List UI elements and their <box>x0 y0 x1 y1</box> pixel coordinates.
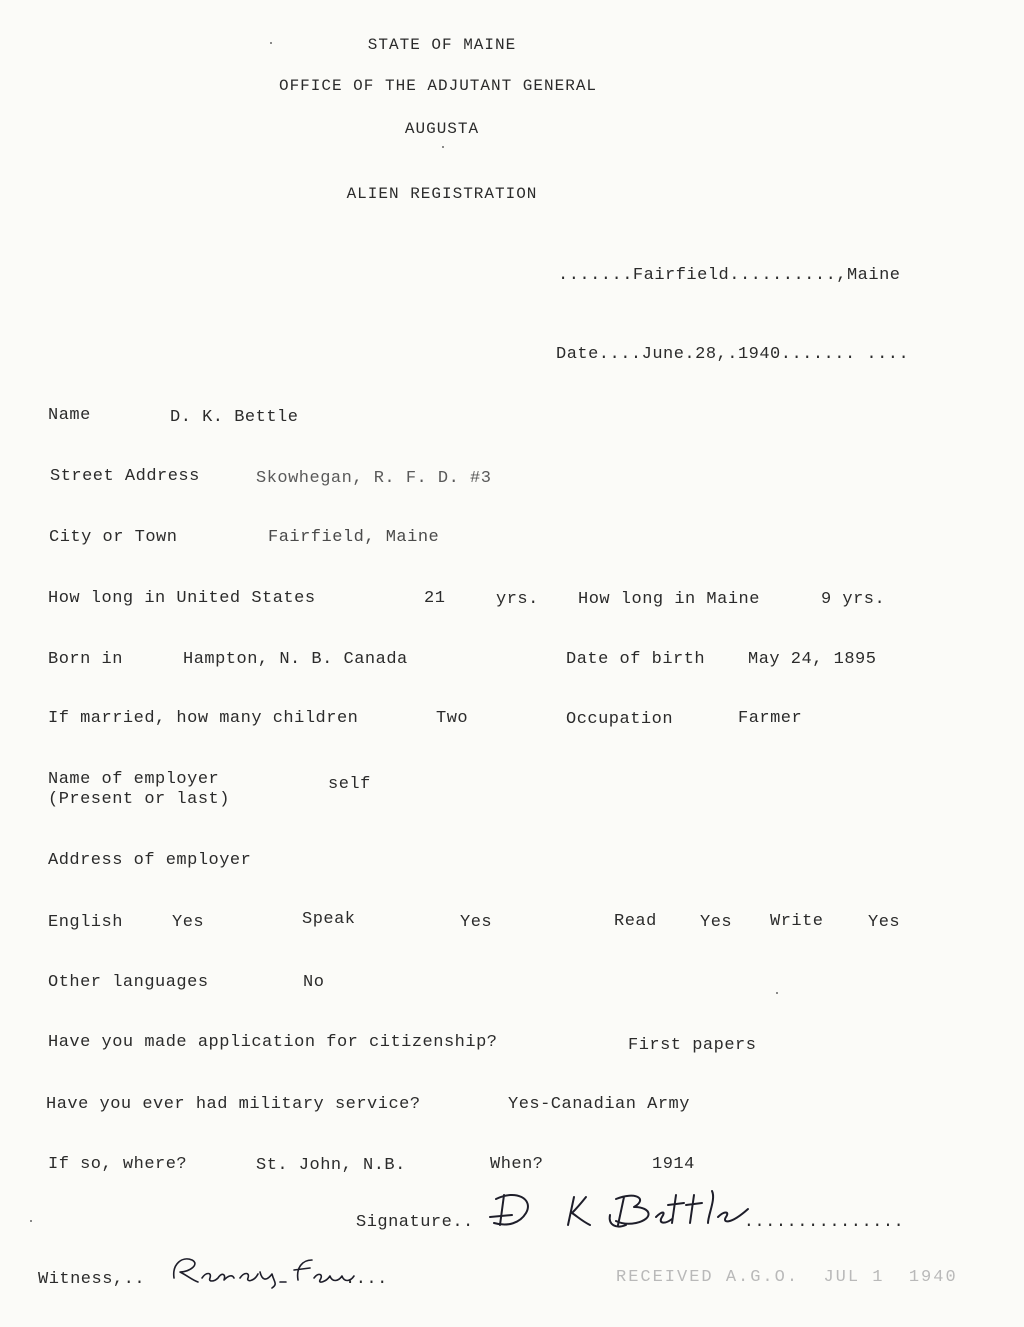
how-long-maine-label: How long in Maine <box>578 590 760 609</box>
stamp-date: JUL 1 1940 <box>823 1268 958 1287</box>
city-value: Fairfield, Maine <box>268 528 440 547</box>
witness-label: Witness, <box>38 1270 124 1289</box>
date-value: June.28,.1940 <box>641 345 781 364</box>
citizenship-value: First papers <box>628 1036 757 1055</box>
employer-label-line1: Name of employer <box>48 770 220 789</box>
military-label: Have you ever had military service? <box>46 1095 421 1114</box>
where-value: St. John, N.B. <box>256 1156 406 1175</box>
paper-speck <box>270 42 272 44</box>
signature-dots-after: ............... <box>743 1213 905 1232</box>
form-title: ALIEN REGISTRATION <box>346 185 538 203</box>
military-value: Yes-Canadian Army <box>508 1095 690 1114</box>
occupation-value: Farmer <box>738 709 803 728</box>
signature-dots-before: .. <box>452 1213 474 1232</box>
header-city: AUGUSTA <box>404 120 480 138</box>
born-in-label: Born in <box>48 650 123 669</box>
paper-speck <box>30 1220 32 1222</box>
employer-value: self <box>328 775 371 794</box>
date-of-birth-value: May 24, 1895 <box>748 650 877 669</box>
write-value: Yes <box>868 913 901 932</box>
witness-signature-image <box>168 1252 378 1290</box>
date-label: Date.... <box>556 345 642 364</box>
street-label: Street Address <box>50 467 200 486</box>
place-dots-after: .......... <box>729 266 837 285</box>
signature-image <box>486 1185 786 1240</box>
place-value: Fairfield <box>632 266 730 285</box>
header-office: OFFICE OF THE ADJUTANT GENERAL <box>278 77 598 95</box>
date-line <box>556 345 909 364</box>
english-label: English <box>48 913 123 932</box>
how-long-maine-value: 9 yrs. <box>821 590 886 609</box>
paper-speck <box>442 146 444 148</box>
how-long-us-label: How long in United States <box>48 589 316 608</box>
when-label: When? <box>490 1155 544 1174</box>
english-value: Yes <box>172 913 205 932</box>
witness-dots-after: .... <box>345 1270 388 1289</box>
place-dots-before: ....... <box>558 266 633 285</box>
header-state: STATE OF MAINE <box>367 36 517 54</box>
date-of-birth-label: Date of birth <box>566 650 706 669</box>
received-stamp <box>616 1268 958 1287</box>
speak-label: Speak <box>302 910 356 929</box>
street-value: Skowhegan, R. F. D. #3 <box>256 469 492 488</box>
children-label: If married, how many children <box>48 709 359 728</box>
city-label: City or Town <box>49 528 178 547</box>
paper-speck <box>776 992 778 994</box>
place-suffix: ,Maine <box>836 266 901 285</box>
witness-dots-before: .. <box>123 1270 146 1289</box>
other-languages-value: No <box>303 973 325 992</box>
how-long-us-unit: yrs. <box>496 590 539 609</box>
born-in-value: Hampton, N. B. Canada <box>183 650 408 669</box>
how-long-us-value: 21 <box>424 589 446 608</box>
occupation-label: Occupation <box>566 710 674 729</box>
when-value: 1914 <box>652 1155 695 1174</box>
name-label: Name <box>48 406 91 425</box>
other-languages-label: Other languages <box>48 973 209 992</box>
signature-label: Signature <box>356 1213 453 1232</box>
children-value: Two <box>436 709 469 728</box>
employer-label-line2: (Present or last) <box>48 790 230 809</box>
employer-address-label: Address of employer <box>48 851 252 870</box>
stamp-text: RECEIVED A.G.O. <box>616 1268 800 1287</box>
place-line <box>558 266 901 285</box>
speak-value: Yes <box>460 913 493 932</box>
citizenship-label: Have you made application for citizenship? <box>48 1033 498 1052</box>
where-label: If so, where? <box>48 1155 188 1174</box>
date-dots-after: ....... .... <box>780 345 910 364</box>
name-value: D. K. Bettle <box>170 408 299 427</box>
read-value: Yes <box>700 913 733 932</box>
write-label: Write <box>770 912 824 931</box>
read-label: Read <box>614 912 657 931</box>
